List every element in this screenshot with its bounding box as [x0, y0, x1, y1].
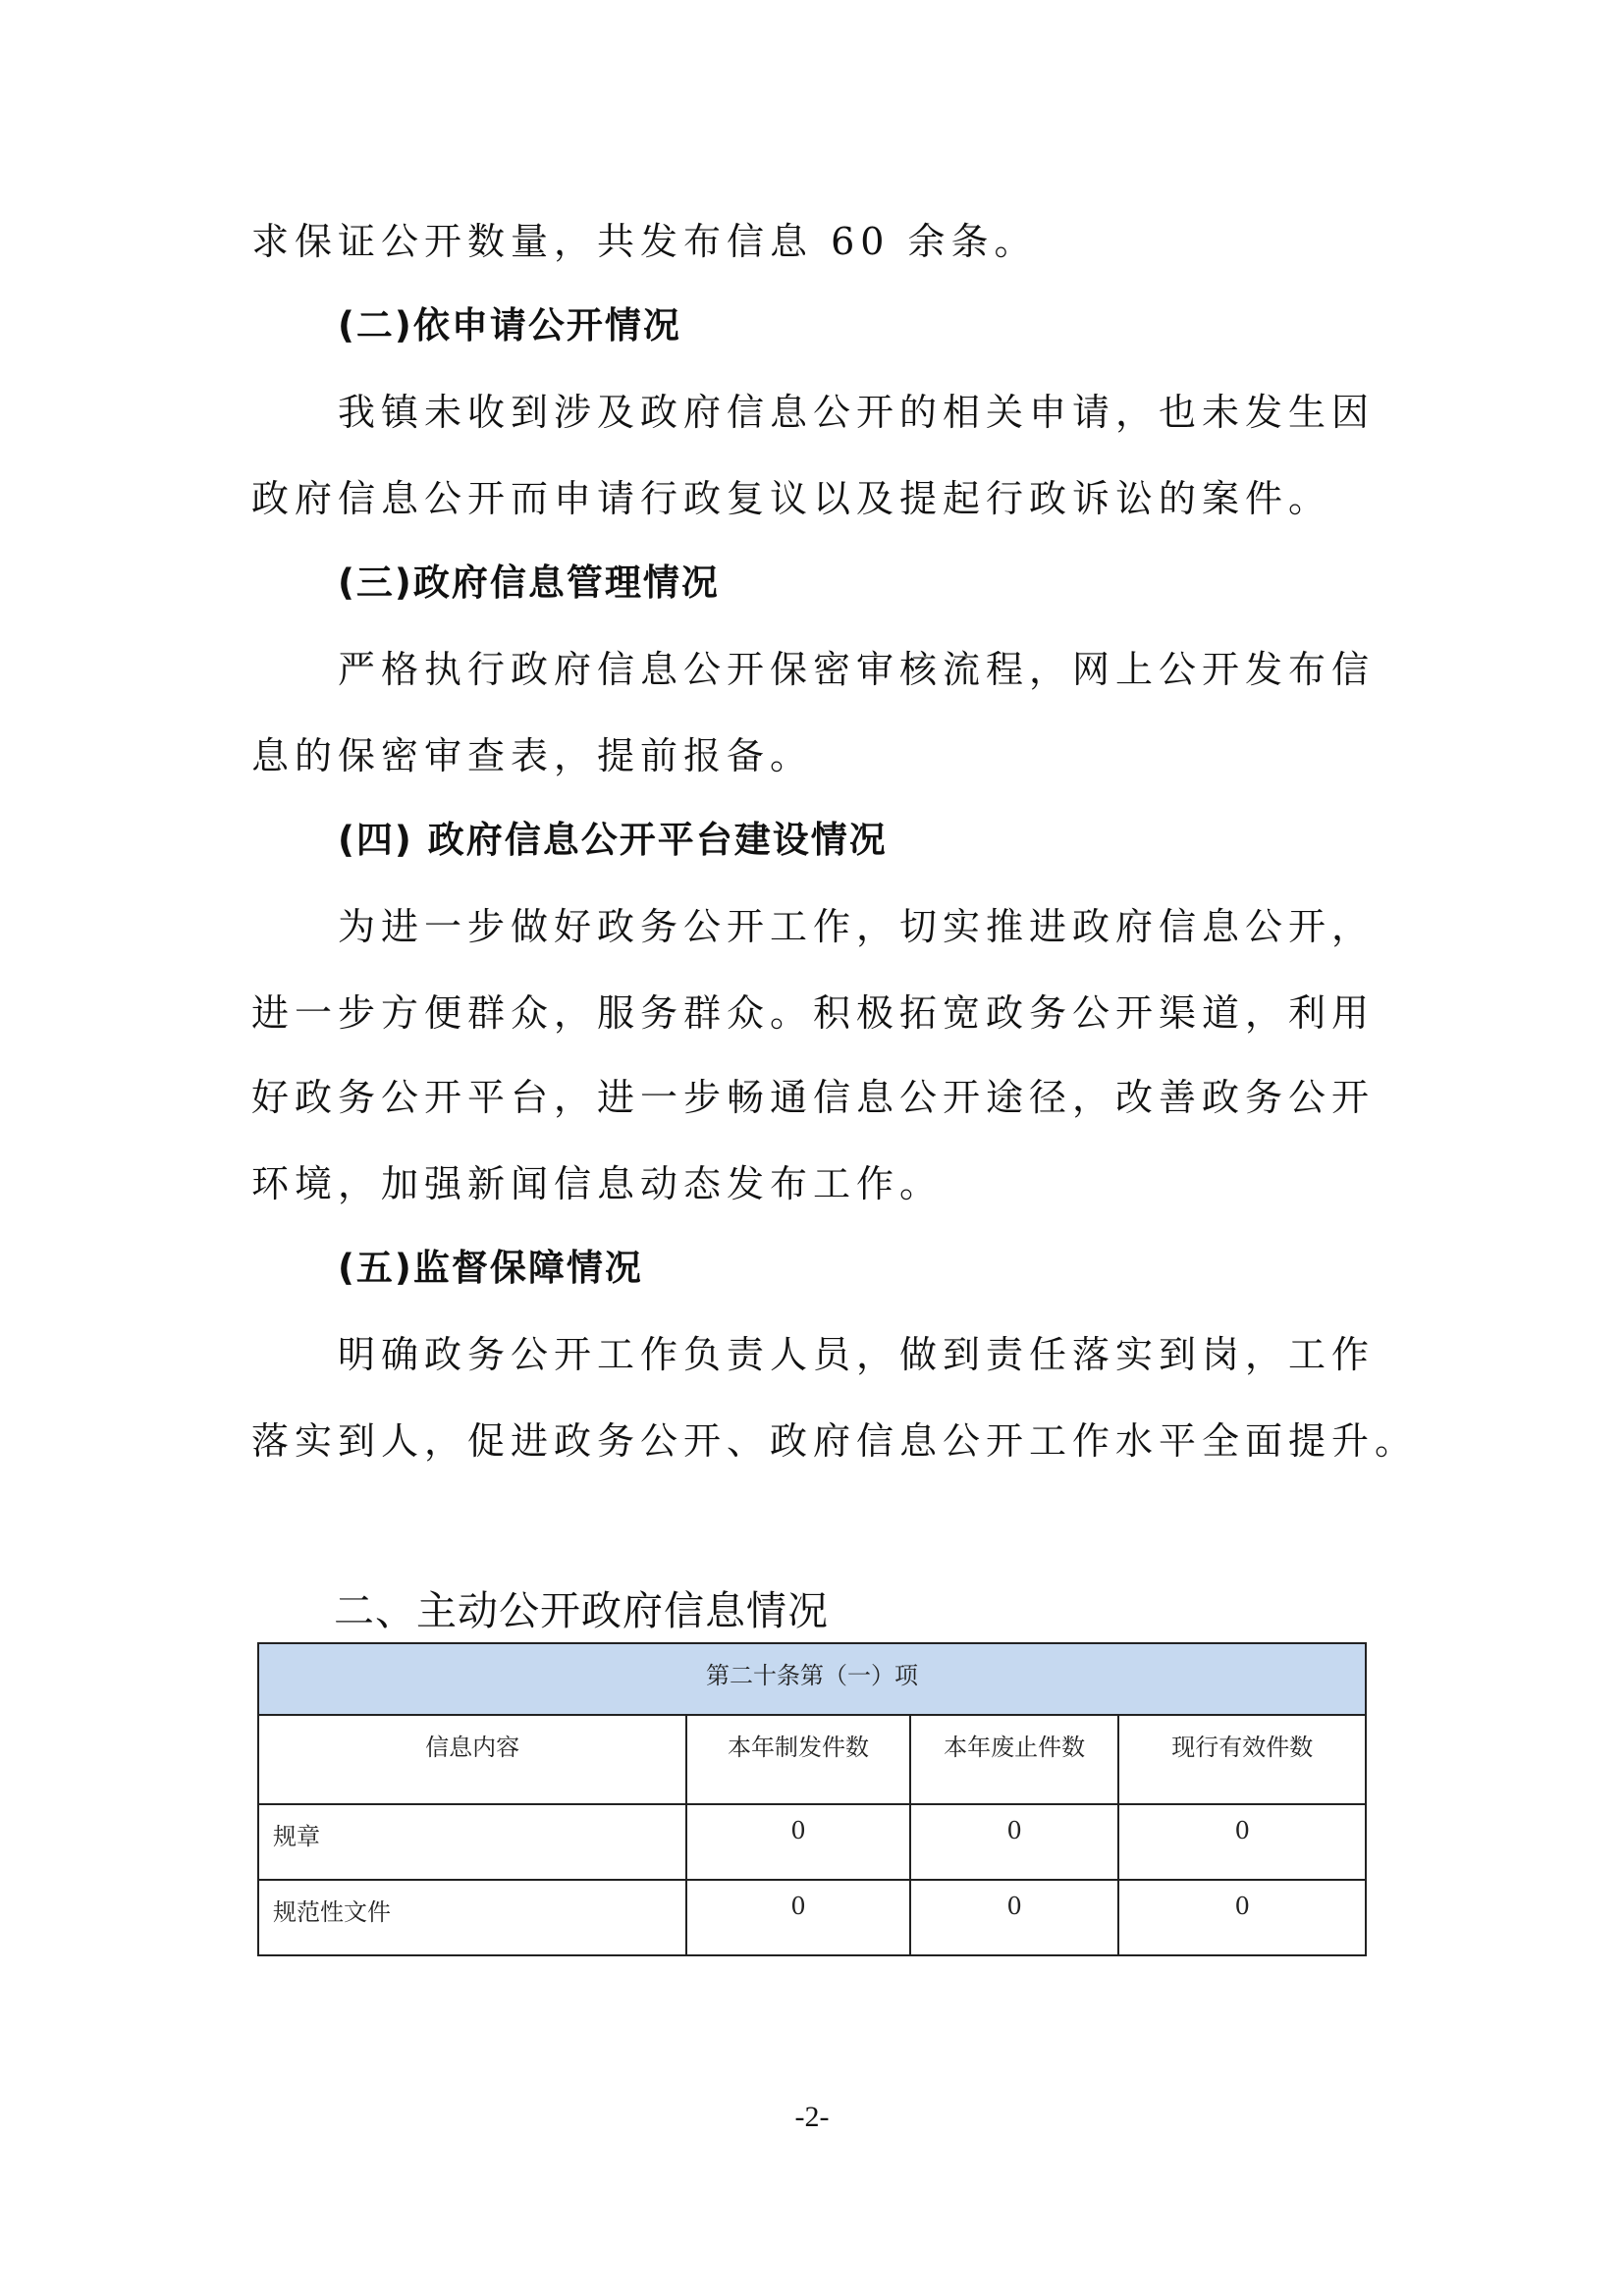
cell-value: 0	[686, 1804, 910, 1880]
column-header: 信息内容	[258, 1715, 686, 1804]
table-header-row	[258, 1715, 1366, 1804]
paragraph-line: 环境，加强新闻信息动态发布工作。	[251, 1162, 944, 1205]
disclosure-table	[257, 1642, 1367, 1956]
paragraph-line: 我镇未收到涉及政府信息公开的相关申请，也未发生因	[338, 391, 1376, 434]
paragraph-line: 落实到人，促进政务公开、政府信息公开工作水平全面提升。	[251, 1419, 1419, 1463]
paragraph-line: 息的保密审查表，提前报备。	[251, 734, 814, 777]
row-label: 规范性文件	[258, 1880, 686, 1955]
cell-value: 0	[910, 1804, 1119, 1880]
paragraph-line: 为进一步做好政务公开工作，切实推进政府信息公开，	[338, 905, 1376, 948]
subheading-supervision: (五)监督保障情况	[338, 1247, 643, 1289]
paragraph-line: 求保证公开数量，共发布信息 60 余条。	[251, 220, 1038, 263]
paragraph-line: 明确政务公开工作负责人员，做到责任落实到岗，工作	[338, 1333, 1376, 1376]
table-row	[258, 1880, 1366, 1955]
cell-value: 0	[686, 1880, 910, 1955]
column-header: 本年废止件数	[910, 1715, 1119, 1804]
table-title-row	[258, 1643, 1366, 1715]
paragraph-line: 进一步方便群众，服务群众。积极拓宽政务公开渠道，利用	[251, 991, 1376, 1035]
section-title: 二、主动公开政府信息情况	[334, 1587, 829, 1634]
paragraph-line: 严格执行政府信息公开保密审核流程，网上公开发布信	[338, 648, 1376, 691]
subheading-platform-construction: (四) 政府信息公开平台建设情况	[338, 819, 888, 861]
paragraph-line: 政府信息公开而申请行政复议以及提起行政诉讼的案件。	[251, 477, 1332, 520]
table-title: 第二十条第（一）项	[258, 1643, 1366, 1715]
subheading-application-disclosure: (二)依申请公开情况	[338, 304, 681, 347]
table-row	[258, 1804, 1366, 1880]
column-header: 本年制发件数	[686, 1715, 910, 1804]
cell-value: 0	[1118, 1804, 1366, 1880]
cell-value: 0	[1118, 1880, 1366, 1955]
column-header: 现行有效件数	[1118, 1715, 1366, 1804]
subheading-info-management: (三)政府信息管理情况	[338, 561, 720, 604]
paragraph-line: 好政务公开平台，进一步畅通信息公开途径，改善政务公开	[251, 1076, 1376, 1119]
row-label: 规章	[258, 1804, 686, 1880]
page-number: -2-	[794, 2101, 830, 2133]
cell-value: 0	[910, 1880, 1119, 1955]
